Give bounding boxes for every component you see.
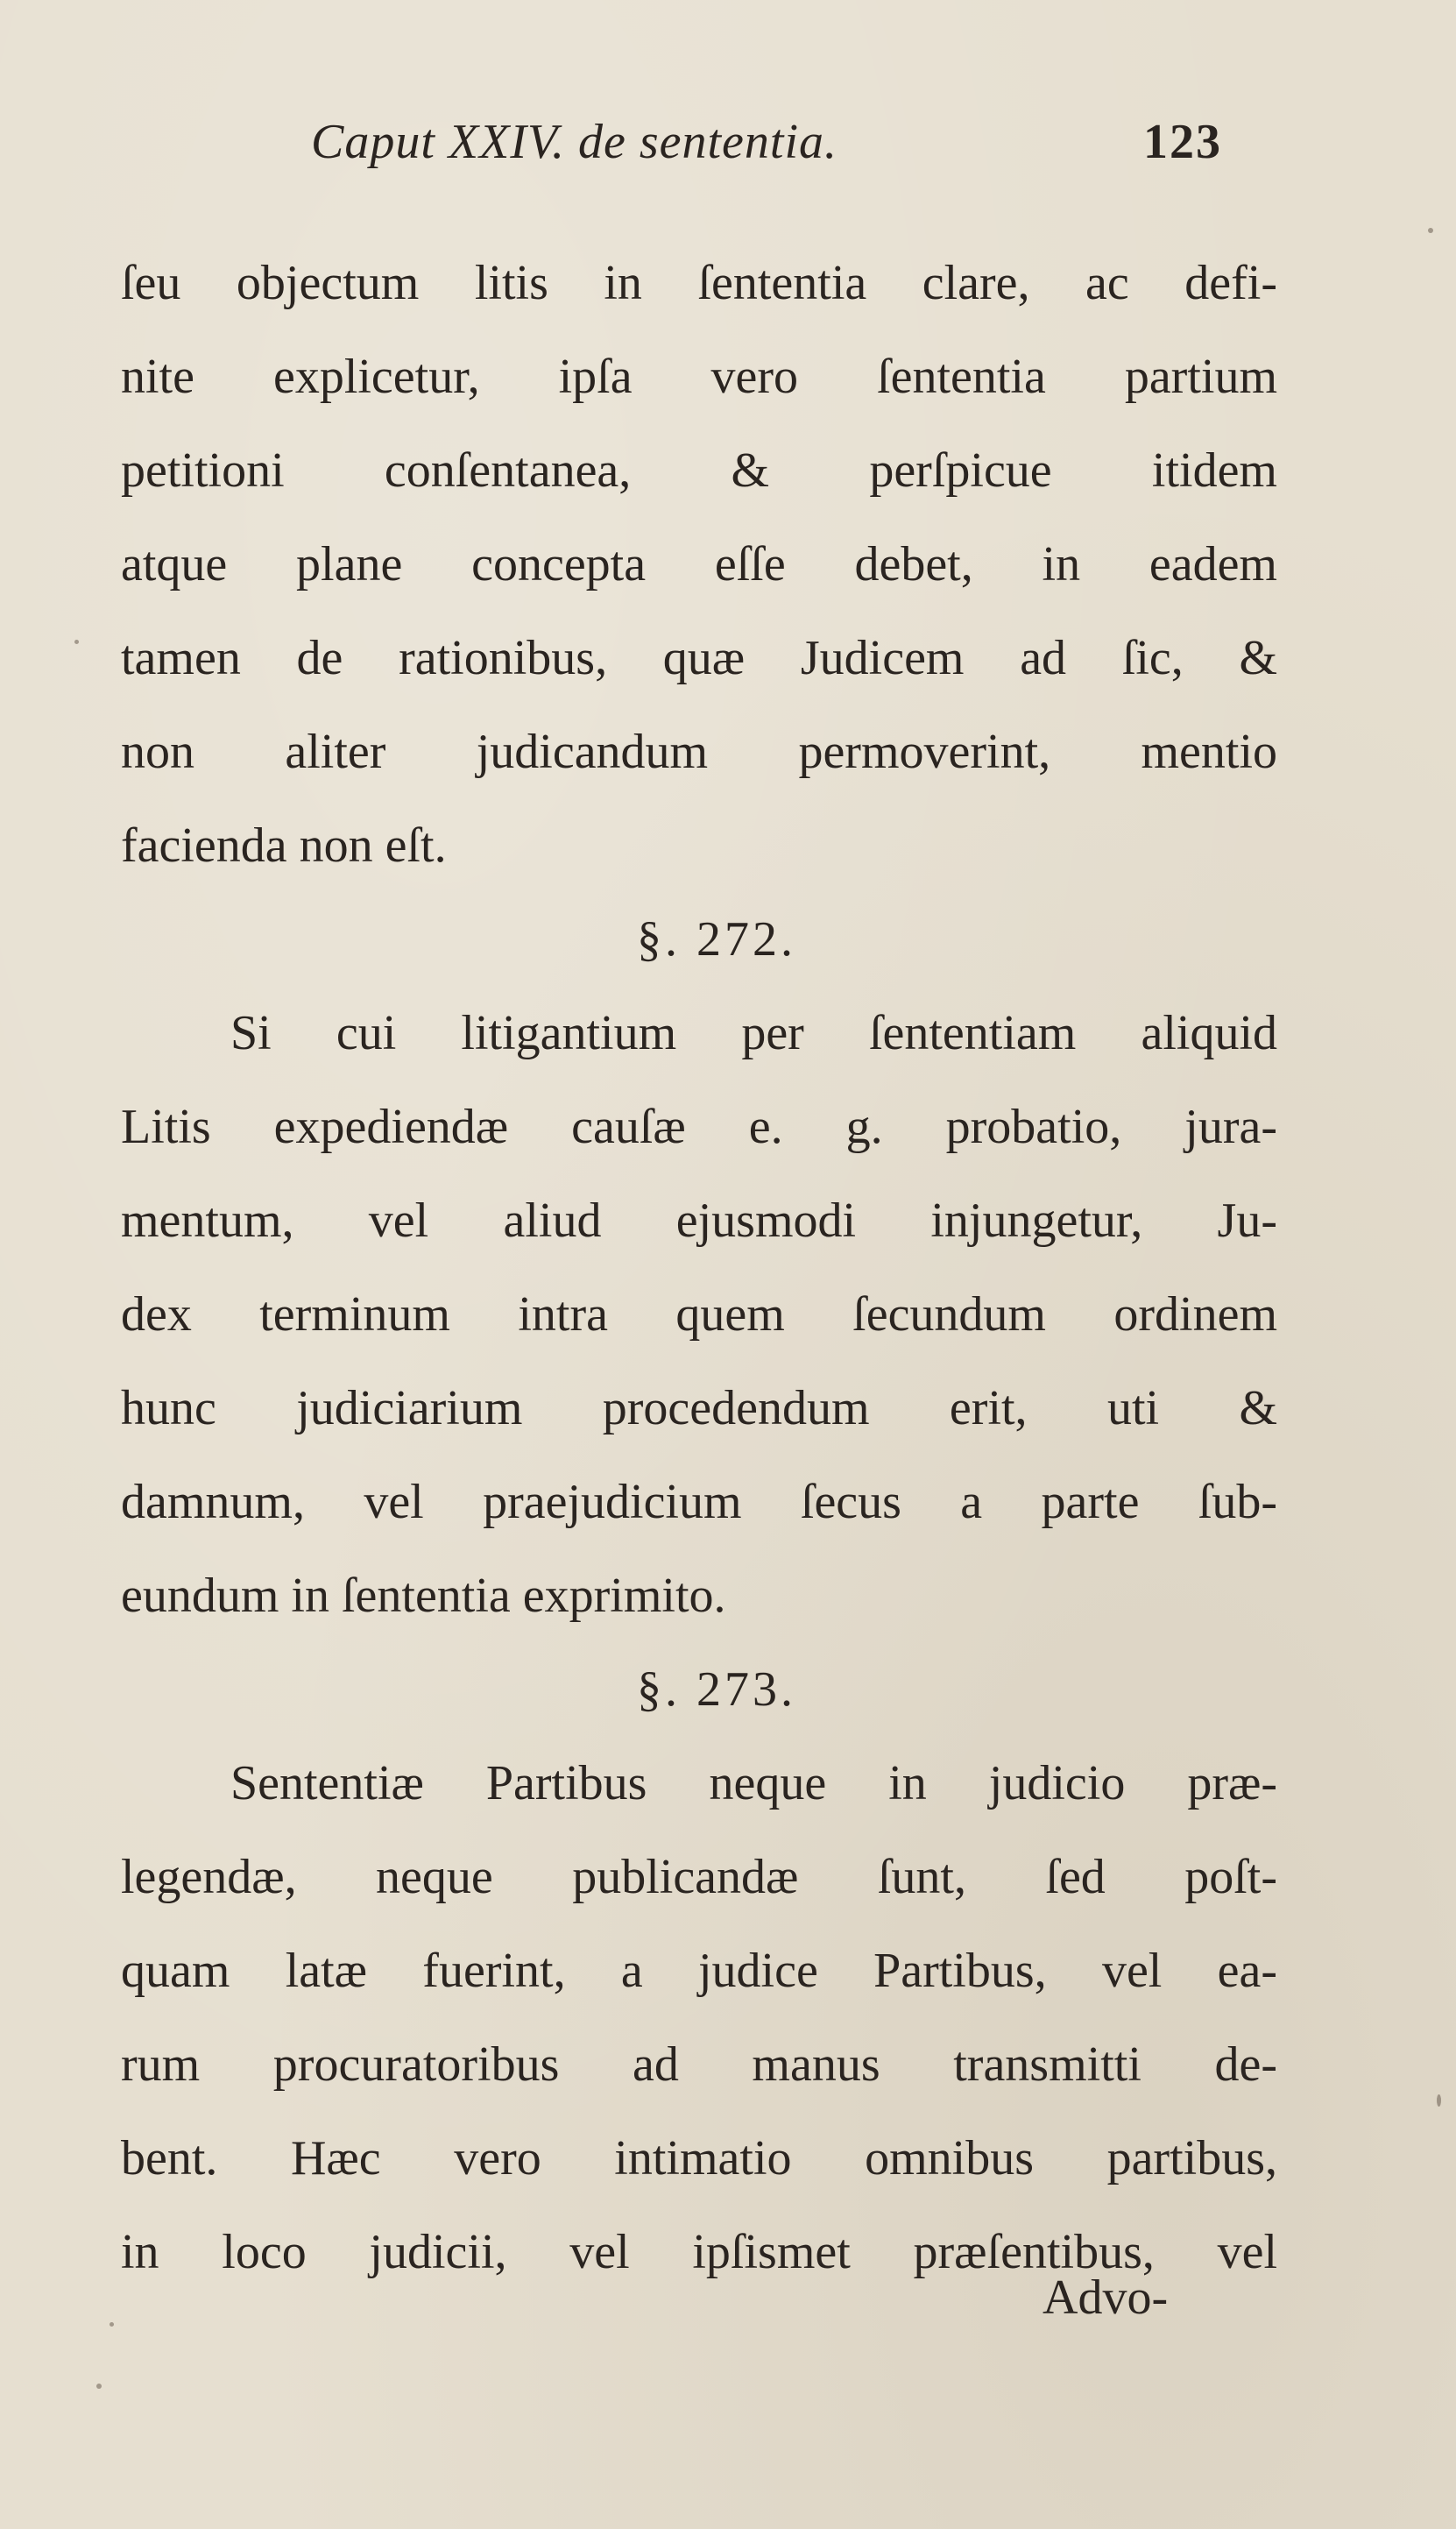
text-line: rum procuratoribus ad manus transmitti de-: [121, 2037, 1277, 2092]
text-line: nite explicetur, ipſa vero ſententia partium: [121, 350, 1277, 404]
text-line: Litis expediendæ cauſæ e. g. probatio, jura-: [121, 1100, 1277, 1154]
section-heading-273: §. 273.: [637, 1662, 796, 1717]
text-line: eundum in ſententia exprimito.: [121, 1569, 726, 1623]
text-line: dex terminum intra quem ſecundum ordinem: [121, 1287, 1277, 1342]
text-line: facienda non eſt.: [121, 818, 447, 873]
text-line: tamen de rationibus, quæ Judicem ad ſic, &: [121, 631, 1277, 685]
text-line: hunc judiciarium procedendum erit, uti &: [121, 1381, 1277, 1435]
text-line: legendæ, neque publicandæ ſunt, ſed poſt-: [121, 1850, 1277, 1904]
text-line: petitioni conſentanea, & perſpicue itidem: [121, 443, 1277, 498]
text-line: Si cui litigantium per ſententiam aliquid: [230, 1006, 1277, 1060]
page-number: 123: [1143, 115, 1222, 169]
catchword: Advo-: [1043, 2270, 1169, 2325]
paper-speck: [96, 2384, 102, 2389]
paper-speck: [1437, 2094, 1441, 2107]
paper-speck: [110, 2322, 114, 2327]
text-line: ſeu objectum litis in ſententia clare, ac defi-: [121, 256, 1277, 310]
body-text: [121, 237, 1277, 2299]
page-header: [0, 114, 1456, 184]
text-line: non aliter judicandum permoverint, mentio: [121, 725, 1277, 779]
text-line: damnum, vel praejudicium ſecus a parte ſub-: [121, 1475, 1277, 1529]
section-heading-272: §. 272.: [637, 912, 796, 967]
paper-speck: [74, 640, 79, 644]
text-line: mentum, vel aliud ejusmodi injungetur, Ju-: [121, 1194, 1277, 1248]
text-line: bent. Hæc vero intimatio omnibus partibus,: [121, 2131, 1277, 2185]
running-title: Caput XXIV. de sententia.: [311, 115, 838, 169]
text-line: atque plane concepta eſſe debet, in eadem: [121, 537, 1277, 592]
text-line: Sententiæ Partibus neque in judicio præ-: [230, 1756, 1277, 1810]
text-line: in loco judicii, vel ipſismet præſentibus, vel: [121, 2225, 1277, 2279]
paper-speck: [1428, 228, 1433, 233]
text-line: quam latæ fuerint, a judice Partibus, vel ea-: [121, 1944, 1277, 1998]
